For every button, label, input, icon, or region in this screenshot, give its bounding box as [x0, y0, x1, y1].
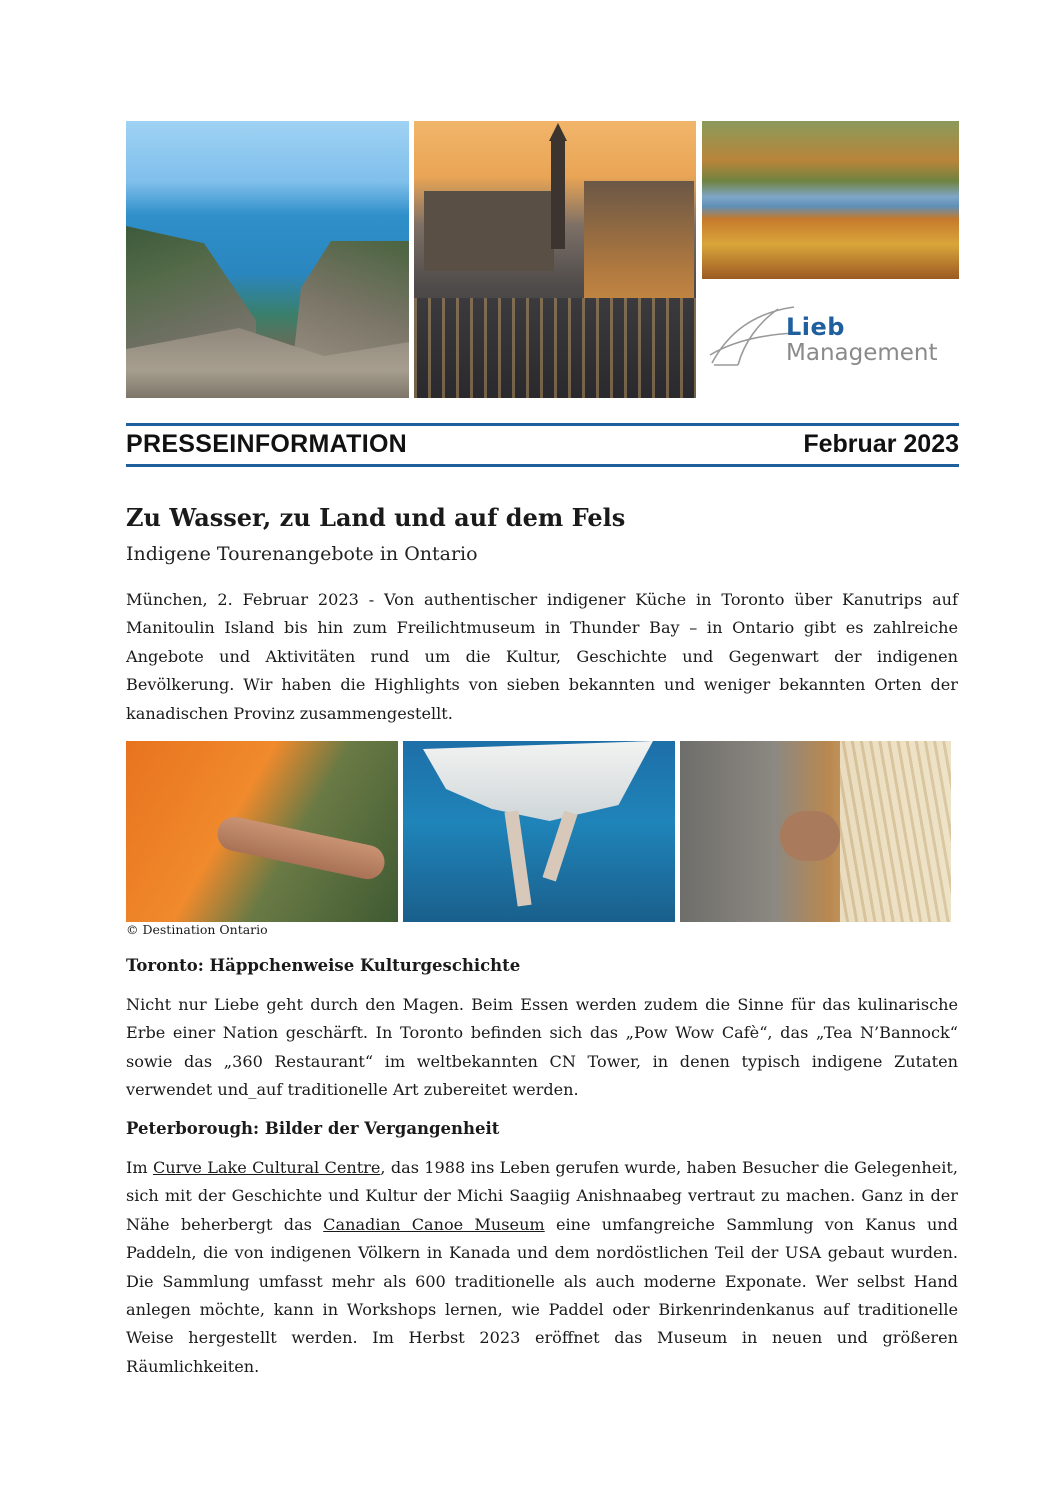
photo-dancer	[403, 741, 675, 922]
logo-text-management: Management	[786, 340, 938, 366]
article-headline: Zu Wasser, zu Land und auf dem Fels	[126, 503, 626, 532]
link-canadian-canoe-museum[interactable]: Canadian Canoe Museum	[323, 1214, 545, 1234]
body-text: eine umfangreiche Sammlung von Kanus und Paddeln, die von indigenen Völkern in Kanada und dem nordöstlichen Teil der USA gebaut wurden. Die Sammlung umfasst mehr als 600 traditionelle als auch moderne Exponate. Wer selbst Hand anlegen möchte, kann in Workshops lernen, wie Paddel oder Birkenrindenkanus auf traditionelle Weise hergestellt werden. Im Herbst 2023 eröffnet das Museum in neuen und größeren Räumlichkeiten.	[126, 1214, 958, 1376]
photo-craft-hands	[126, 741, 398, 922]
photo-ottawa-parliament	[414, 121, 696, 398]
photo-canoe-building	[680, 741, 951, 922]
banner-bottom-rule	[126, 464, 959, 467]
link-curve-lake-cultural-centre[interactable]: Curve Lake Cultural Centre	[152, 1158, 381, 1177]
photo-credit: © Destination Ontario	[126, 922, 268, 937]
section-body-peterborough	[126, 1154, 958, 1381]
banner-label: PRESSEINFORMATION	[126, 430, 408, 458]
body-text: , das 1988 ins Leben gerufen wurde, haben Besucher die Gelegenheit, sich mit der Geschichte und Kultur der Michi Saagiig Anishnaabeg vertraut zu machen. Ganz in der Nähe beherbergt das	[126, 1158, 958, 1234]
section-heading-toronto: Toronto: Häppchenweise Kulturgeschichte	[126, 956, 521, 975]
logo-arcs-icon	[708, 303, 798, 367]
intro-paragraph: München, 2. Februar 2023 - Von authentischer indigener Küche in Toronto über Kanutrips auf Manitoulin Island bis hin zum Freilichtmuseum in Thunder Bay – in Ontario gibt es zahlreiche Angebote und Aktivitäten rund um die Kultur, Geschichte und Gegenwart der indigenen Bevölkerung. Wir haben die Highlights von sieben bekannten und weniger bekannten Orten der kanadischen Provinz zusammengestellt.	[126, 590, 958, 723]
logo-text-lieb: Lieb	[786, 313, 845, 341]
banner-top-rule	[126, 423, 959, 426]
photo-coastal-cliffs	[126, 121, 409, 398]
article-subheadline: Indigene Tourenangebote in Ontario	[126, 543, 478, 565]
photo-autumn-forest-lake	[702, 121, 959, 279]
banner-date: Februar 2023	[803, 430, 959, 458]
body-text: Im	[126, 1158, 153, 1177]
section-body-toronto: Nicht nur Liebe geht durch den Magen. Beim Essen werden zudem die Sinne für das kulinarische Erbe einer Nation geschärft. In Toronto befinden sich das „Pow Wow Cafè“, das „Tea N’Bannock“ sowie das „360 Restaurant“ im weltbekannten CN Tower, in denen typisch indigene Zutaten verwendet und_auf traditionelle Art zubereitet werden.	[126, 995, 958, 1100]
section-heading-peterborough: Peterborough: Bilder der Vergangenheit	[126, 1119, 500, 1138]
